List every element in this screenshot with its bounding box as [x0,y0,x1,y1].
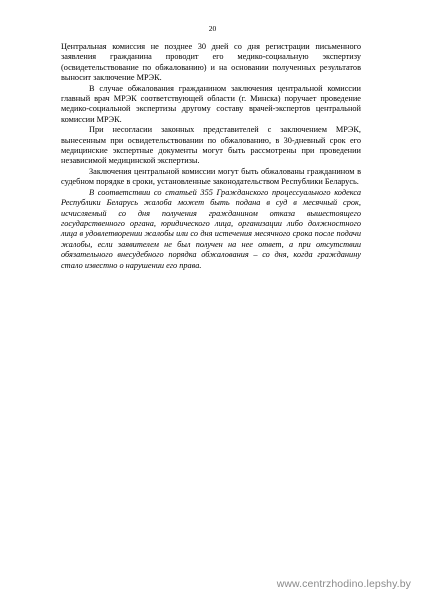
page-number: 20 [208,24,217,33]
document-body [61,42,361,271]
paragraph-civil-code-article: В соответствии со статьей 355 Гражданского процессуального кодекса Республики Беларусь жалоба может быть подана в суд в месячный срок, исчисляемый со дня получения гражданином отказа вышестоящего государственного органа, юридического лица, организации либо должностного лица в удовлетворении жалобы или со дня истечения месячного срока после подачи жалобы, если заявителем не был получен на нее ответ, а при отсутствии обязательного внесудебного порядка обжалования – со дня, когда гражданину стало известно о нарушении его права. [61,187,361,270]
paragraph-appeal-reassignment: В случае обжалования гражданином заключения центральной комиссии главный врач МРЭК соответствующей области (г. Минска) поручает проведение медико-социальной экспертизы другому составу врачей-экспертов центральной комиссии МРЭК. [61,83,361,124]
paragraph-court-appeal: Заключения центральной комиссии могут быть обжалованы гражданином в судебном порядке в сроки, установленные законодательством Республики Беларусь. [61,166,361,187]
paragraph-independent-expertise: При несогласии законных представителей с заключением МРЭК, вынесенным при освидетельствовании по обжалованию, в 30-дневный срок его медицинские экспертные документы могут быть рассмотрены при проведении независимой медицинской экспертизы. [61,125,361,166]
paragraph-review-deadline: Центральная комиссия не позднее 30 дней со дня регистрации письменного заявления гражданина проводит его медико-социальную экспертизу (освидетельствование по обжалованию) и на основании полученных результатов выносит заключение МРЭК. [61,42,361,83]
watermark-url: www.centrzhodino.lepshy.by [276,578,411,590]
